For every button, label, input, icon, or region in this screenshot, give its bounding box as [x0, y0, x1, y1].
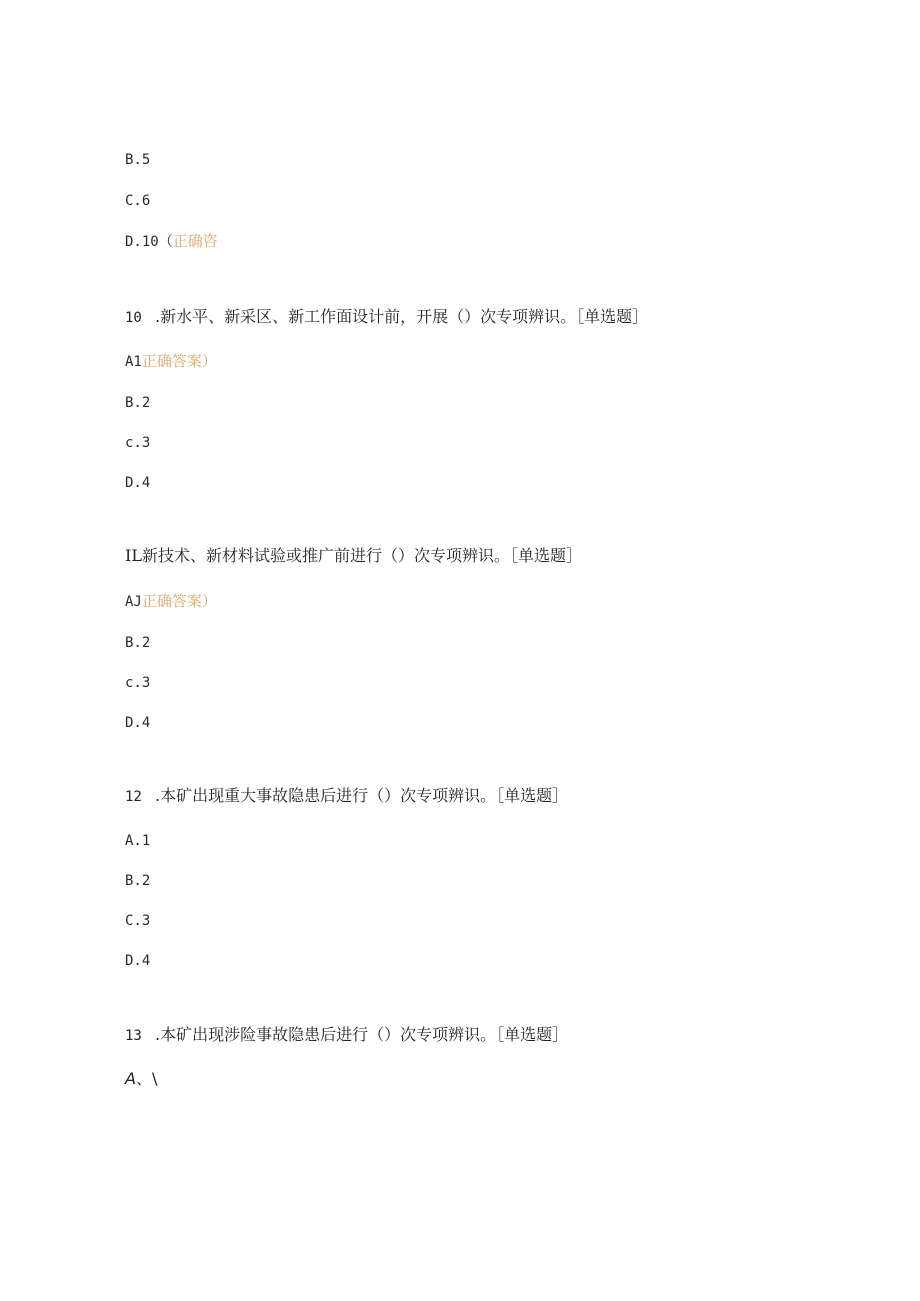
q9-correct-answer-mark: 正确咨 — [172, 232, 218, 250]
q13-stem — [125, 1027, 568, 1043]
q12-text: .本矿出现重大事故隐患后进行（）次专项辨识。［单选题］ — [155, 786, 569, 805]
q9-option-c: C.6 — [125, 193, 151, 209]
q13-text: .本矿出现涉险事故隐患后进行（）次专项辨识。［单选题］ — [155, 1025, 569, 1044]
q10-number: 10 — [125, 310, 142, 326]
q10-stem — [125, 309, 648, 325]
q13-option-a-text: 、\ — [135, 1069, 158, 1088]
q12-option-d: D.4 — [125, 953, 151, 969]
q11-option-a — [125, 594, 217, 609]
q12-option-c: C.3 — [125, 913, 151, 929]
q10-correct-answer-mark: 正确答案） — [141, 352, 217, 370]
q10-option-a-label: A1 — [125, 354, 142, 370]
q12-option-b: B.2 — [125, 873, 151, 889]
q10-option-a — [125, 354, 217, 369]
q11-option-c: c.3 — [125, 675, 151, 691]
q10-option-b: B.2 — [125, 395, 151, 411]
q9-option-d-label: D.10（ — [125, 234, 173, 250]
q11-option-d: D.4 — [125, 715, 151, 731]
q13-option-a — [125, 1071, 157, 1087]
q10-option-c: c.3 — [125, 435, 151, 451]
q11-correct-answer-mark: 正确答案） — [141, 592, 217, 610]
q11-option-a-label: AJ — [125, 594, 142, 610]
q9-option-d — [125, 234, 218, 249]
q12-stem — [125, 788, 568, 804]
q9-option-b: B.5 — [125, 152, 151, 168]
q13-option-a-label: A — [125, 1069, 136, 1088]
q12-option-a: A.1 — [125, 833, 151, 849]
q10-option-d: D.4 — [125, 475, 151, 491]
q11-stem: IL新技术、新材料试验或推广前进行（）次专项辨识。［单选题］ — [125, 546, 582, 565]
q13-number: 13 — [125, 1028, 142, 1044]
q10-text: .新水平、新采区、新工作面设计前，开展（）次专项辨识。［单选题］ — [155, 307, 649, 326]
q11-option-b: B.2 — [125, 635, 151, 651]
q12-number: 12 — [125, 789, 142, 805]
